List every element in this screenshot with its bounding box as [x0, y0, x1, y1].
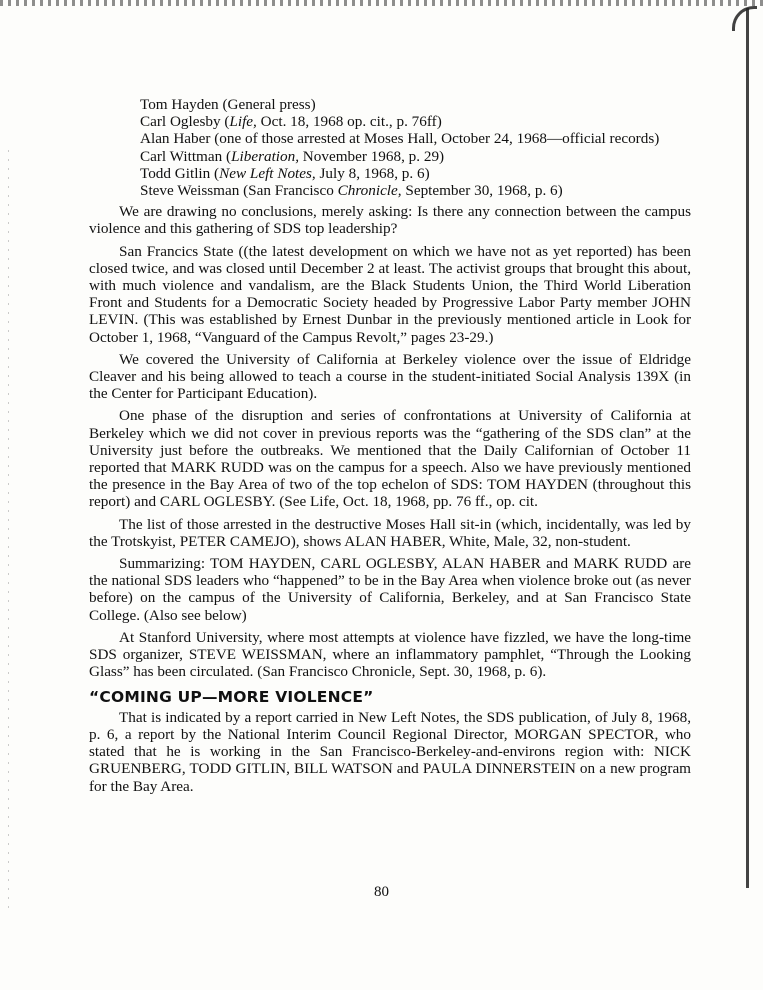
reference-item: Tom Hayden (General press) [140, 96, 316, 113]
scan-page-curl [732, 6, 757, 31]
reference-item: Carl Oglesby (Life, Oct. 18, 1968 op. cit., p. 76ff) [140, 113, 442, 131]
body-paragraph: One phase of the disruption and series of confrontations at University of California at Berkeley which we did not cover in previous reports was the “gathering of the SDS clan” at the University just before the outbreaks. We mentioned that the Daily Californian of October 11 reported that MARK RUDD was on the campus for a speech. Also we have previously mentioned the presence in the Bay Area of two of the top echelon of SDS: TOM HAYDEN (throughout this report) and CARL OGLESBY. (See Life, Oct. 18, 1968, pp. 76 ff., op. cit. [89, 407, 691, 511]
reference-list [140, 96, 691, 199]
scan-right-edge [746, 8, 749, 888]
reference-item: Todd Gitlin (New Left Notes, July 8, 1968, p. 6) [140, 164, 430, 182]
section-heading: “COMING UP—MORE VIOLENCE” [89, 687, 374, 706]
scan-top-edge [0, 0, 763, 6]
reference-item: Alan Haber (one of those arrested at Moses Hall, October 24, 1968—official records) [140, 130, 660, 148]
body-paragraph: The list of those arrested in the destructive Moses Hall sit-in (which, incidentally, was led by the Trotskyist, PETER CAMEJO), shows ALAN HABER, White, Male, 32, non-student. [89, 515, 691, 550]
reference-item: Steve Weissman (San Francisco Chronicle, September 30, 1968, p. 6) [140, 182, 563, 200]
reference-item: Carl Wittman (Liberation, November 1968, p. 29) [140, 147, 445, 165]
body-paragraph: San Francics State ((the latest development on which we have not as yet reported) has been closed twice, and was closed until December 2 at least. The activist groups that brought this about, with much violence and vandalism, are the Black Students Union, the Third World Liberation Front and Students for a Democratic Society headed by Progressive Labor Party member JOHN LEVIN. (This was established by Ernest Dunbar in the previously mentioned article in Look for October 1, 1968, “Vanguard of the Campus Revolt,” pages 23-29.) [89, 242, 691, 346]
body-paragraph: We are drawing no conclusions, merely asking: Is there any connection between the campus violence and this gathering of SDS top leadership? [89, 203, 691, 238]
page-number: 80 [374, 884, 389, 900]
body-paragraph: We covered the University of California at Berkeley violence over the issue of Eldridge Cleaver and his being allowed to teach a course in the student-initiated Social Analysis 139X (in the Center for Participant Education). [89, 350, 691, 403]
body-paragraph: That is indicated by a report carried in New Left Notes, the SDS publication, of July 8, 1968, p. 6, a report by the National Interim Council Regional Director, MORGAN SPECTOR, who stated that he is working in the San Francisco-Berkeley-and-environs region with: NICK GRUENBERG, TODD GITLIN, BILL WATSON and PAULA DINNERSTEIN on a new program for the Bay Area. [89, 708, 691, 795]
scan-left-margin-specks [8, 150, 9, 910]
body-paragraph: Summarizing: TOM HAYDEN, CARL OGLESBY, ALAN HABER and MARK RUDD are the national SDS leaders who “happened” to be in the Bay Area when violence broke out (as never before) on the campus of the University of California, Berkeley, and at San Francisco State College. (Also see below) [89, 555, 691, 624]
page-body [89, 96, 691, 800]
body-paragraph: At Stanford University, where most attempts at violence have fizzled, we have the long-time SDS organizer, STEVE WEISSMAN, where an inflammatory pamphlet, “Through the Looking Glass” has been circulated. (San Francisco Chronicle, Sept. 30, 1968, p. 6). [89, 628, 691, 681]
